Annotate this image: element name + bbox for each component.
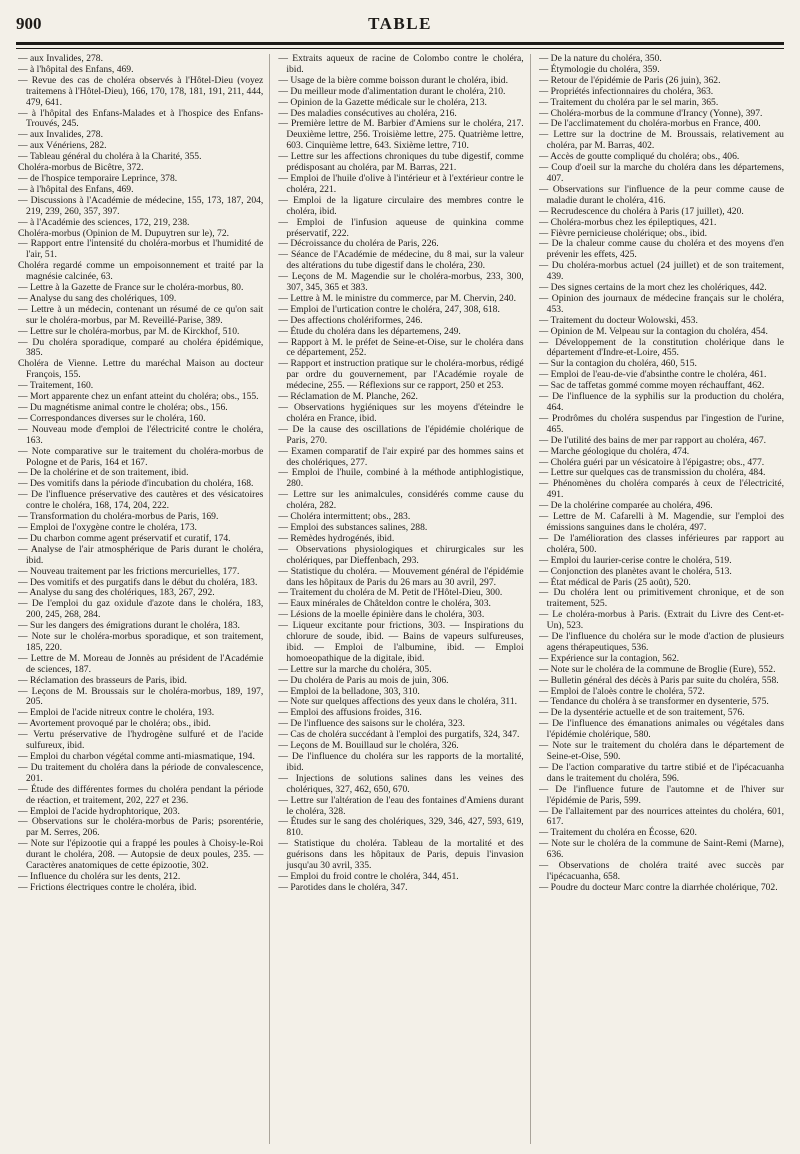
index-entry: — Frictions électriques contre le choléra, ibid. xyxy=(18,881,197,893)
index-entry: — Conjonction des planètes avant le choléra, 513. xyxy=(538,565,732,577)
index-entry: — Expérience sur la contagion, 562. xyxy=(538,652,680,664)
index-entry: — Emploi des substances salines, 288. xyxy=(278,521,428,533)
index-entry: — Note sur le choléra-morbus sporadique, et son traitement, 185, 220. xyxy=(18,631,264,653)
index-entry: — Transformation du choléra-morbus de Paris, 169. xyxy=(18,511,219,523)
index-entry: — Opinion de M. Velpeau sur la contagion du choléra, 454. xyxy=(538,325,768,337)
index-entry: — De l'emploi du gaz oxidule d'azote dans le choléra, 183, 200, 245, 268, 284. xyxy=(18,598,264,621)
index-entry: — De l'utilité des bains de mer par rapport au choléra, 467. xyxy=(538,434,767,446)
index-entry: — De l'action comparative du tartre stibié et de l'ipécacuanha dans le traitement du choléra, 596. xyxy=(538,761,784,784)
index-entry: — Fièvre pernicieuse cholérique; obs., ibid. xyxy=(538,227,708,239)
index-entry: — Des signes certains de la mort chez les cholériques, 442. xyxy=(538,282,767,294)
index-entry: — Leçons de M. Broussais sur le choléra-morbus, 189, 197, 205. xyxy=(18,685,264,708)
index-entry: — Lettre sur la doctrine de M. Broussais, relativement au choléra, par M. Barras, 402. xyxy=(538,129,784,152)
index-entry: — Parotides dans le choléra, 347. xyxy=(278,881,408,893)
index-entry: — Liqueur excitante pour frictions, 303. — Inspirations du chlorure de soude, ibid. — Bains de vapeurs sulfureuses, ibid. — Emploi de l'albumine, ibid. — Emploi homoeopathique de la digitale, ibid. xyxy=(278,620,524,664)
index-entry: — Analyse de l'air atmosphérique de Paris durant le choléra, ibid. xyxy=(18,543,264,566)
index-entry: — De l'allaitement par des nourrices atteintes du choléra, 601, 617. xyxy=(538,805,784,828)
index-entry: Choléra-morbus de Bicêtre, 372. xyxy=(18,162,144,174)
index-entry: — Injections de solutions salines dans les veines des cholériques, 327, 462, 650, 670. xyxy=(278,772,524,795)
index-entry: — à l'hôpital des Enfans, 469. xyxy=(18,63,134,75)
running-title: TABLE xyxy=(368,14,432,33)
index-entry: — Lettre sur l'altération de l'eau des fontaines d'Amiens durant le choléra, 328. xyxy=(278,794,524,817)
header-rule-thin xyxy=(16,48,784,49)
index-entry: — Emploi de la ligature circulaire des membres contre le choléra, ibid. xyxy=(278,194,524,217)
index-entry: — Emploi de l'huile d'olive à l'intérieur et à l'extérieur contre le choléra, 221. xyxy=(278,172,524,195)
index-entry: — Note sur l'épizootie qui a frappé les poules à Choisy-le-Roi durant le choléra, 208. — Autopsie de deux poules, 235. — Caractères anatomiques de cette épizootie, 302. xyxy=(18,838,264,872)
index-entry: — Du magnétisme animal contre le choléra; obs., 156. xyxy=(18,402,228,413)
index-entry: — Emploi de la belladone, 303, 310. xyxy=(278,685,420,697)
index-entry: — Rapport et instruction pratique sur le choléra-morbus, rédigé par ordre du gouvernement, par l'Académie royale de médecine, 255. — Réflexions sur ce rapport, 250 et 253. xyxy=(278,358,524,392)
index-entry: — Emploi des affusions froides, 316. xyxy=(278,707,422,719)
index-entry: — De l'influence de la syphilis sur la production du choléra, 464. xyxy=(538,391,784,413)
index-entry: — à l'Académie des sciences, 172, 219, 238. xyxy=(18,216,190,228)
index-entry: — Observations de choléra traité avec succès par l'ipécacuanha, 658. xyxy=(538,860,784,882)
header-rule-thick xyxy=(16,42,784,45)
index-entry: — Emploi de l'eau-de-vie d'absinthe contre le choléra, 461. xyxy=(538,369,767,381)
index-entry: — Phénomènes du choléra comparés à ceux de l'électricité, 491. xyxy=(538,478,784,501)
index-entry: — Emploi de l'urtication contre le choléra, 247, 308, 618. xyxy=(278,303,500,315)
index-entry: — Nouveau traitement par les frictions mercurielles, 177. xyxy=(18,565,240,577)
index-entry: — Du choléra-morbus actuel (24 juillet) et de son traitement, 439. xyxy=(538,260,784,283)
index-entry: — Emploi de l'aloès contre le choléra, 572. xyxy=(538,685,705,697)
index-entry: — Cas de choléra succédant à l'emploi des purgatifs, 324, 347. xyxy=(278,729,520,741)
index-entry: — État médical de Paris (25 août), 520. xyxy=(538,576,691,588)
index-entry: — Nouveau mode d'emploi de l'électricité contre le choléra, 163. xyxy=(18,423,264,446)
index-entry: — Discussions à l'Académie de médecine, 155, 173, 187, 204, 219, 239, 260, 357, 397. xyxy=(18,194,264,217)
index-column-1 xyxy=(18,54,270,1144)
index-entry: — de l'hospice temporaire Leprince, 378. xyxy=(18,172,178,184)
index-entry: — Eaux minérales de Châteldon contre le choléra, 303. xyxy=(278,598,491,610)
index-entry: — Recrudescence du choléra à Paris (17 juillet), 420. xyxy=(538,205,744,217)
index-entry: — Bulletin général des décès à Paris par suite du choléra, 558. xyxy=(538,674,779,686)
index-entry: — Sur les dangers des émigrations durant le choléra, 183. xyxy=(18,620,240,632)
index-entry: — Remèdes hydrogénés, ibid. xyxy=(278,532,395,544)
index-entry: — Extraits aqueux de racine de Colombo contre le choléra, ibid. xyxy=(278,54,524,75)
index-entry: — Poudre du docteur Marc contre la diarrhée cholérique, 702. xyxy=(538,881,778,893)
index-entry: — Du choléra de Paris au mois de juin, 306. xyxy=(278,674,449,686)
index-entry: — Influence du choléra sur les dents, 212. xyxy=(18,870,181,882)
index-entry: — Correspondances diverses sur le choléra, 160. xyxy=(18,412,206,424)
index-entry: — Note sur le choléra de la commune de Saint-Remi (Marne), 636. xyxy=(538,838,784,861)
index-entry: — Vertu préservative de l'hydrogène sulfuré et de l'acide sulfureux, ibid. xyxy=(18,729,264,752)
index-entry: — Mort apparente chez un enfant atteint du choléra; obs., 155. xyxy=(18,391,259,403)
index-entry: — Emploi du froid contre le choléra, 344, 451. xyxy=(278,870,459,882)
index-entry: — De la dysentérie actuelle et de son traitement, 576. xyxy=(538,707,745,719)
index-entry: — Note sur quelques affections des yeux dans le choléra, 311. xyxy=(278,696,518,708)
index-entry: — Développement de la constitution cholérique dans le département d'Indre-et-Loire, 455. xyxy=(538,336,784,359)
index-entry: — Du meilleur mode d'alimentation durant le choléra, 210. xyxy=(278,85,506,97)
index-entry: — De la cholérine comparée au choléra, 496. xyxy=(538,500,713,512)
index-entry: — Analyse du sang des cholériques, 109. xyxy=(18,292,177,304)
index-entry: — Lettre sur les affections chroniques du tube digestif, comme prédisposant au choléra, par M. Barras, 221. xyxy=(278,151,524,174)
index-entry: — Note comparative sur le traitement du choléra-morbus de Pologne et de Paris, 164 et 167. xyxy=(18,445,264,468)
index-entry: — Études sur le sang des cholériques, 329, 346, 427, 593, 619, 810. xyxy=(278,816,524,839)
index-entry: — De la nature du choléra, 350. xyxy=(538,54,662,64)
index-entry: — Sur la contagion du choléra, 460, 515. xyxy=(538,358,697,370)
index-entry: — De la cholérine et de son traitement, ibid. xyxy=(18,467,189,479)
index-entry: — Du traitement du choléra dans la période de convalescence, 201. xyxy=(18,761,264,784)
index-entry: — Lettre de M. Moreau de Jonnès au président de l'Académie de sciences, 187. xyxy=(18,652,264,675)
index-entry: — Rapport à M. le préfet de Seine-et-Oise, sur le choléra dans ce département, 252. xyxy=(278,336,524,359)
index-entry: — Réclamation des brasseurs de Paris, ibid. xyxy=(18,674,187,686)
index-entry: — Du choléra lent ou primitivement chronique, et de son traitement, 525. xyxy=(538,587,784,610)
index-entry: — Usage de la bière comme boisson durant le choléra, ibid. xyxy=(278,74,508,86)
index-entry: — Emploi de l'oxygène contre le choléra, 173. xyxy=(18,521,197,533)
index-entry: — Prodrômes du choléra suspendus par l'ingestion de l'urine, 465. xyxy=(538,412,784,435)
index-entry: — Traitement du choléra par le sel marin, 365. xyxy=(538,96,719,108)
index-entry: — Traitement du choléra en Écosse, 620. xyxy=(538,827,697,839)
index-entry: — De l'influence préservative des cautères et des vésicatoires contre le choléra, 168, 174, 204, 222. xyxy=(18,489,264,512)
index-entry: — aux Invalides, 278. xyxy=(18,129,103,141)
index-entry: — Avortement provoqué par le choléra; obs., ibid. xyxy=(18,718,211,730)
index-entry: — De l'amélioration des classes inférieures par rapport au choléra, 500. xyxy=(538,532,784,555)
index-entry: — Statistique du choléra. — Mouvement général de l'épidémie dans les hôpitaux de Paris du 26 mars au 30 avril, 297. xyxy=(278,565,524,588)
index-entry: — Observations sur le choléra-morbus de Paris; psorentérie, par M. Serres, 206. xyxy=(18,816,264,839)
index-entry: — à l'hôpital des Enfans-Malades et à l'hospice des Enfans-Trouvés, 245. xyxy=(18,107,264,130)
index-entry: — Étude des différentes formes du choléra pendant la période de réaction, et traitement, 202, 227 et 236. xyxy=(18,783,264,806)
index-entry: — Emploi du laurier-cerise contre le choléra, 519. xyxy=(538,554,732,566)
index-entry: — Emploi de l'huile, combiné à la méthode antiphlogistique, 280. xyxy=(278,467,524,490)
index-entry: Choléra de Vienne. Lettre du maréchal Maison au docteur François, 155. xyxy=(18,358,264,381)
index-entry: — Revue des cas de choléra observés à l'Hôtel-Dieu (voyez traitemens à l'Hôtel-Dieu), 166, 170, 178, 181, 191, 211, 444, 479, 641. xyxy=(18,74,264,108)
index-entry: — aux Vénériens, 282. xyxy=(18,140,107,152)
page-number: 900 xyxy=(16,14,42,33)
index-entry: — Observations physiologiques et chirurgicales sur les cholériques, par Dieffenbach, 293. xyxy=(278,543,524,566)
index-entry: — Décroissance du choléra de Paris, 226. xyxy=(278,238,439,250)
index-entry: — Rapport entre l'intensité du choléra-morbus et l'humidité de l'air, 51. xyxy=(18,238,264,261)
index-entry: — Choléra guéri par un vésicatoire à l'épigastre; obs., 477. xyxy=(538,456,765,468)
index-entry: — Du charbon comme agent préservatif et curatif, 174. xyxy=(18,532,231,544)
index-entry: — Accès de goutte compliqué du choléra; obs., 406. xyxy=(538,151,740,163)
index-entry: — aux Invalides, 278. xyxy=(18,54,103,64)
index-entry: — Lettre sur la marche du choléra, 305. xyxy=(278,663,432,675)
index-entry: — Séance de l'Académie de médecine, du 8 mai, sur la valeur des altérations du tube digestif dans le choléra, 230. xyxy=(278,249,524,272)
index-entry: — De l'influence du choléra sur les rapports de la mortalité, ibid. xyxy=(278,751,524,773)
index-entry: — Traitement, 160. xyxy=(18,380,94,392)
index-entry: — De l'influence des saisons sur le choléra, 323. xyxy=(278,718,465,730)
index-entry: — Leçons de M. Magendie sur le choléra-morbus, 233, 300, 307, 345, 365 et 383. xyxy=(278,271,524,294)
index-entry: — Étude du choléra dans les départemens, 249. xyxy=(278,325,461,337)
index-entry: — Retour de l'épidémie de Paris (26 juin), 362. xyxy=(538,74,721,86)
page-header xyxy=(16,14,784,40)
index-entry: — Des affections cholériformes, 246. xyxy=(278,314,423,326)
index-entry: — Observations sur l'influence de la peur comme cause de maladie durant le choléra, 416. xyxy=(538,183,784,206)
index-entry: — Des maladies consécutives au choléra, 216. xyxy=(278,107,457,119)
index-entry: — Marche géologique du choléra, 474. xyxy=(538,445,690,457)
index-entry: — De l'influence des émanations animales ou végétales dans l'épidémie cholérique, 580. xyxy=(538,718,784,741)
index-entry: — Du choléra sporadique, comparé au choléra épidémique, 385. xyxy=(18,336,264,359)
index-entry: — Choléra intermittent; obs., 283. xyxy=(278,511,411,523)
index-entry: — Lettre à la Gazette de France sur le choléra-morbus, 80. xyxy=(18,282,244,294)
index-columns xyxy=(18,54,784,1144)
index-column-3 xyxy=(539,54,784,1144)
index-entry: Choléra-morbus (Opinion de M. Dupuytren sur le), 72. xyxy=(18,227,230,239)
index-entry: — Tendance du choléra à se transformer en dysenterie, 575. xyxy=(538,696,769,708)
index-entry: — Traitement du choléra de M. Petit de l'Hôtel-Dieu, 300. xyxy=(278,587,503,599)
index-entry: — Tableau général du choléra à la Charité, 355. xyxy=(18,151,202,163)
index-entry: — Des vomitifs et des purgatifs dans le début du choléra, 183. xyxy=(18,576,258,588)
index-entry: — De la cause des oscillations de l'épidémie cholérique de Paris, 270. xyxy=(278,423,524,446)
index-entry: — Emploi du charbon végétal comme anti-miasmatique, 194. xyxy=(18,751,255,762)
index-entry: — Lettre à M. le ministre du commerce, par M. Chervin, 240. xyxy=(278,292,516,304)
index-entry: — Emploi de l'acide hydrophtorique, 203. xyxy=(18,805,180,817)
index-entry: — Traitement du docteur Wolowski, 453. xyxy=(538,314,698,326)
index-entry: — Opinion de la Gazette médicale sur le choléra, 213. xyxy=(278,96,487,108)
index-entry: — Lettre sur le choléra-morbus, par M. de Kirckhof, 510. xyxy=(18,325,240,337)
index-entry: — Note sur le choléra de la commune de Broglie (Eure), 552. xyxy=(538,663,776,675)
index-entry: — Emploi de l'acide nitreux contre le choléra, 193. xyxy=(18,707,215,719)
index-entry: — Coup d'oeil sur la marche du choléra dans les départemens, 407. xyxy=(538,162,784,184)
index-entry: — Lettre sur quelques cas de transmission du choléra, 484. xyxy=(538,467,766,479)
index-entry: — Le choléra-morbus à Paris. (Extrait du Livre des Cent-et-Un), 523. xyxy=(538,609,784,632)
index-entry: — Examen comparatif de l'air expiré par des hommes sains et des cholériques, 277. xyxy=(278,445,524,468)
index-entry: — De la chaleur comme cause du choléra et des moyens d'en prévenir les effets, 425. xyxy=(538,238,784,261)
index-entry: — Choléra-morbus de la commune d'Irancy (Yonne), 397. xyxy=(538,107,763,119)
index-column-2 xyxy=(278,54,530,1144)
index-entry: — Emploi de l'infusion aqueuse de quinkina comme préservatif, 222. xyxy=(278,216,524,239)
index-entry: — De l'influence future de l'automne et de l'hiver sur l'épidémie de Paris, 599. xyxy=(538,783,784,806)
index-entry: — Statistique du choléra. Tableau de la mortalité et des guérisons dans les hôpitaux de Paris, depuis l'invasion jusqu'au 30 avril, 335. xyxy=(278,838,524,872)
index-entry: — Première lettre de M. Barbier d'Amiens sur le choléra, 217. Deuxième lettre, 256. Troisième lettre, 275. Quatrième lettre, 603. Cinquième lettre, 643. Sixième lettre, 710. xyxy=(278,118,524,152)
index-entry: — Réclamation de M. Planche, 262. xyxy=(278,391,418,403)
index-entry: — Choléra-morbus chez les épileptiques, 421. xyxy=(538,216,717,228)
index-entry: — Note sur le traitement du choléra dans le département de Seine-et-Oise, 590. xyxy=(538,740,784,762)
index-entry: — Opinion des journaux de médecine français sur le choléra, 453. xyxy=(538,292,784,315)
index-entry: — Observations hygiéniques sur les moyens d'éteindre le choléra en France, ibid. xyxy=(278,402,524,424)
index-entry: — Lettre de M. Cafarelli à M. Magendie, sur l'emploi des émissions sanguines dans le choléra, 497. xyxy=(538,511,784,533)
index-entry: Choléra regardé comme un empoisonnement et traité par la magnésie calcinée, 63. xyxy=(18,260,264,283)
index-entry: — Sac de taffetas gommé comme moyen réchauffant, 462. xyxy=(538,380,765,392)
index-entry: — Lésions de la moelle épinière dans le choléra, 303. xyxy=(278,609,485,621)
index-entry: — Propriétés infectionnaires du choléra, 363. xyxy=(538,85,714,97)
index-entry: — Lettre sur les animalcules, considérés comme cause du choléra, 282. xyxy=(278,489,524,512)
index-entry: — Étymologie du choléra, 359. xyxy=(538,63,660,75)
index-entry: — Analyse du sang des cholériques, 183, 267, 292. xyxy=(18,587,215,599)
index-entry: — à l'hôpital des Enfans, 469. xyxy=(18,183,134,195)
index-entry: — Des vomitifs dans la période d'incubation du choléra, 168. xyxy=(18,478,254,490)
index-entry: — De l'influence du choléra sur le mode d'action de plusieurs agens thérapeutiques, 536. xyxy=(538,631,784,653)
index-entry: — Leçons de M. Bouillaud sur le choléra, 326. xyxy=(278,740,459,752)
index-entry: — Lettre à un médecin, contenant un résumé de ce qu'on sait sur le choléra-morbus, par M. Reveillé-Parise, 389. xyxy=(18,303,264,326)
index-entry: — De l'acclimatement du choléra-morbus en France, 400. xyxy=(538,118,761,130)
